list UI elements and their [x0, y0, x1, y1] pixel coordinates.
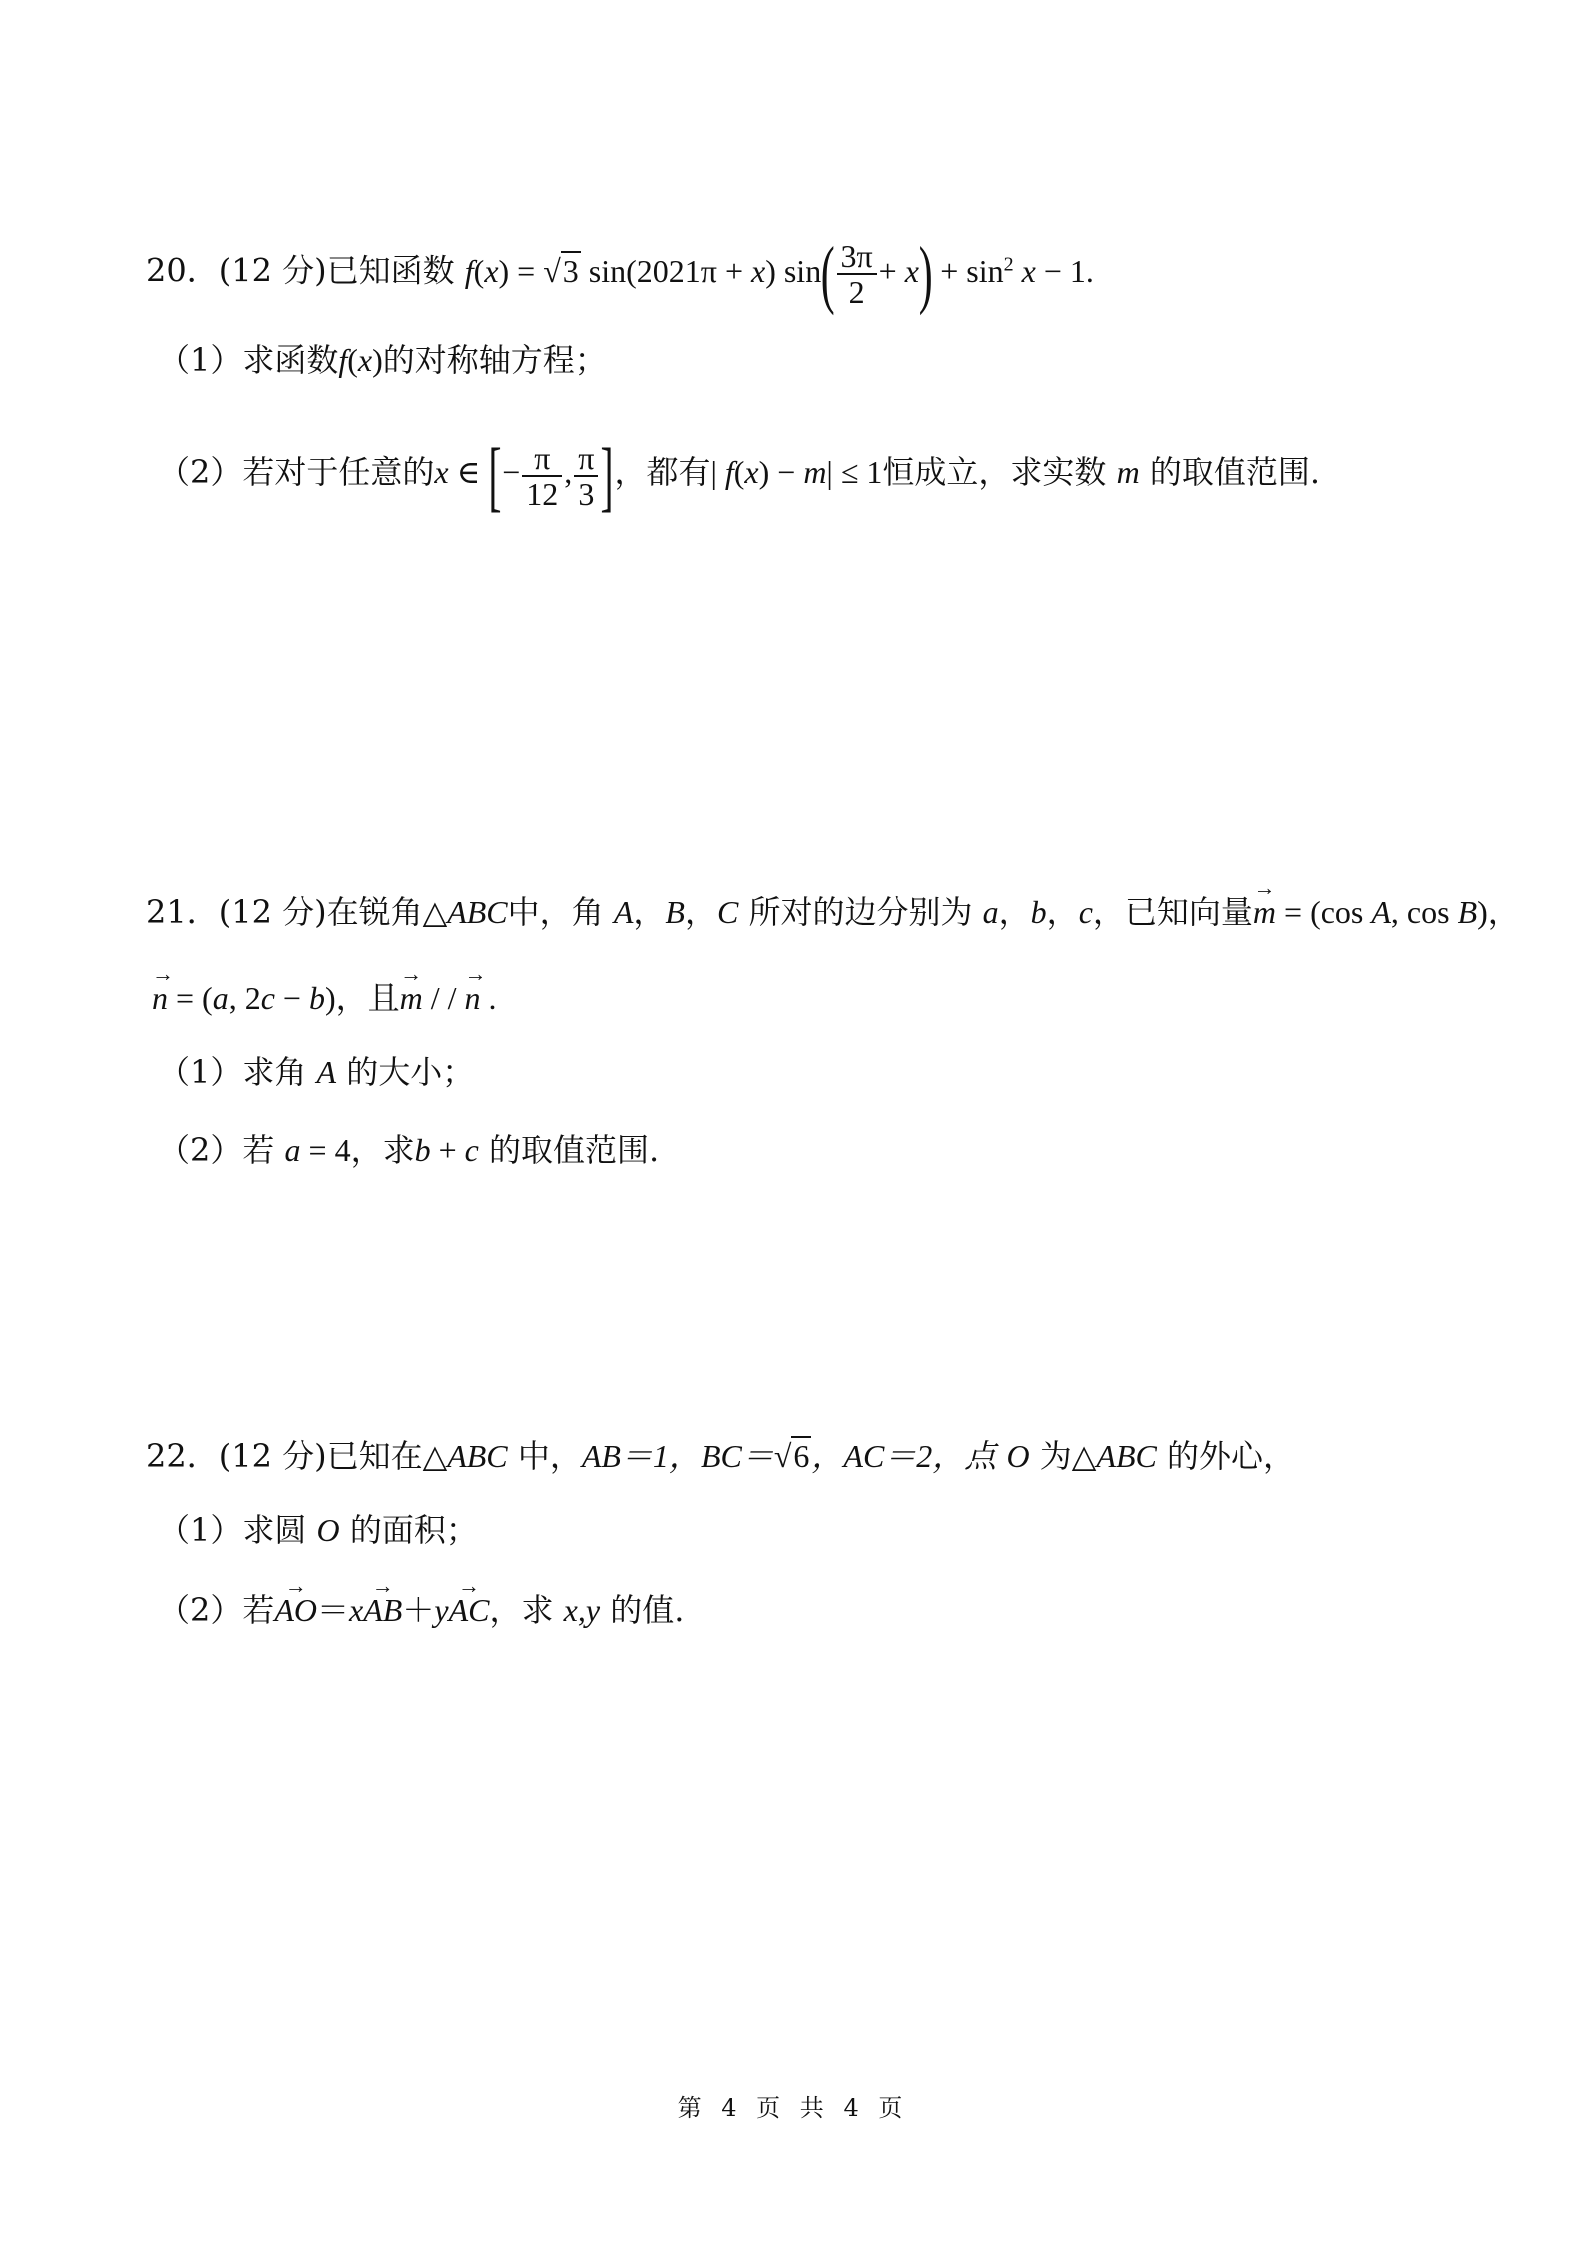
q21-a-value: a = 4 [284, 1132, 351, 1168]
q20-part1: （1）求函数f(x)的对称轴方程； [158, 341, 607, 379]
page-footer: 第 4 页 共 4 页 [677, 2094, 909, 2122]
q21-angles: A [613, 894, 634, 930]
q20-interval: x ∈ [− $\frac{\pi}{12}$ , $\frac{\pi}{3}$ ] [434, 431, 614, 519]
q22-stem: 22．(12 分)已知在△ABC 中，AB＝1，BC＝√6，AC＝2，点 O 为△ABC 的外心， [146, 1437, 1296, 1475]
q20-inequality: | f(x) − m| ≤ 1 [710, 454, 883, 490]
q20-stem [146, 228, 1094, 317]
q21-stem: 21．(12 分)在锐角△ABC中，角 A，B，C 所对的边分别为 a，b，c，已知向量→ m = (cos A, cos B)， [146, 892, 1520, 932]
q21-part2: （2）若 a = 4，求b + c 的取值范围. [158, 1131, 660, 1169]
q22-part1: （1）求圆 O 的面积； [158, 1511, 478, 1549]
q20-part1-fx: f(x) [338, 342, 383, 378]
q21-part1: （1）求角 A 的大小； [158, 1053, 475, 1091]
q21-vector-n: → n = (a, 2c − b) [152, 980, 336, 1016]
q20-head: 20．(12 分)已知函数 [146, 251, 455, 290]
q20-formula: f(x) = √3 sin(2021π + x) sin( $\frac{3\pi}{2}$ + $x) + \sin^2 x - 1$. [464, 232, 1094, 317]
q21-parallel: → m / / → n . [400, 980, 497, 1016]
q21-vector-m: → m = (cos A, cos B) [1253, 894, 1488, 930]
q21-b-plus-c: b + c [414, 1132, 479, 1168]
q20-part2: （2）若对于任意的x ∈ [− $\frac{\pi}{12}$ , $\frac{\pi}{3}$ ]，都有| f(x) − m| ≤ 1恒成立，求实数 m 的取值范围. [158, 431, 1321, 519]
q21-stem-2: → n = (a, 2c − b)，且→ m / / → n . [152, 978, 497, 1018]
q22-part2: （2）若→ AO＝x→ AB＋y→ AC，求 x,y 的值. [158, 1590, 684, 1630]
q22-sqrt6: √6 [773, 1438, 810, 1474]
q21-sides: a [982, 894, 999, 930]
q22-vector-eq: → AO＝x→ AB＋y→ AC [274, 1592, 489, 1628]
